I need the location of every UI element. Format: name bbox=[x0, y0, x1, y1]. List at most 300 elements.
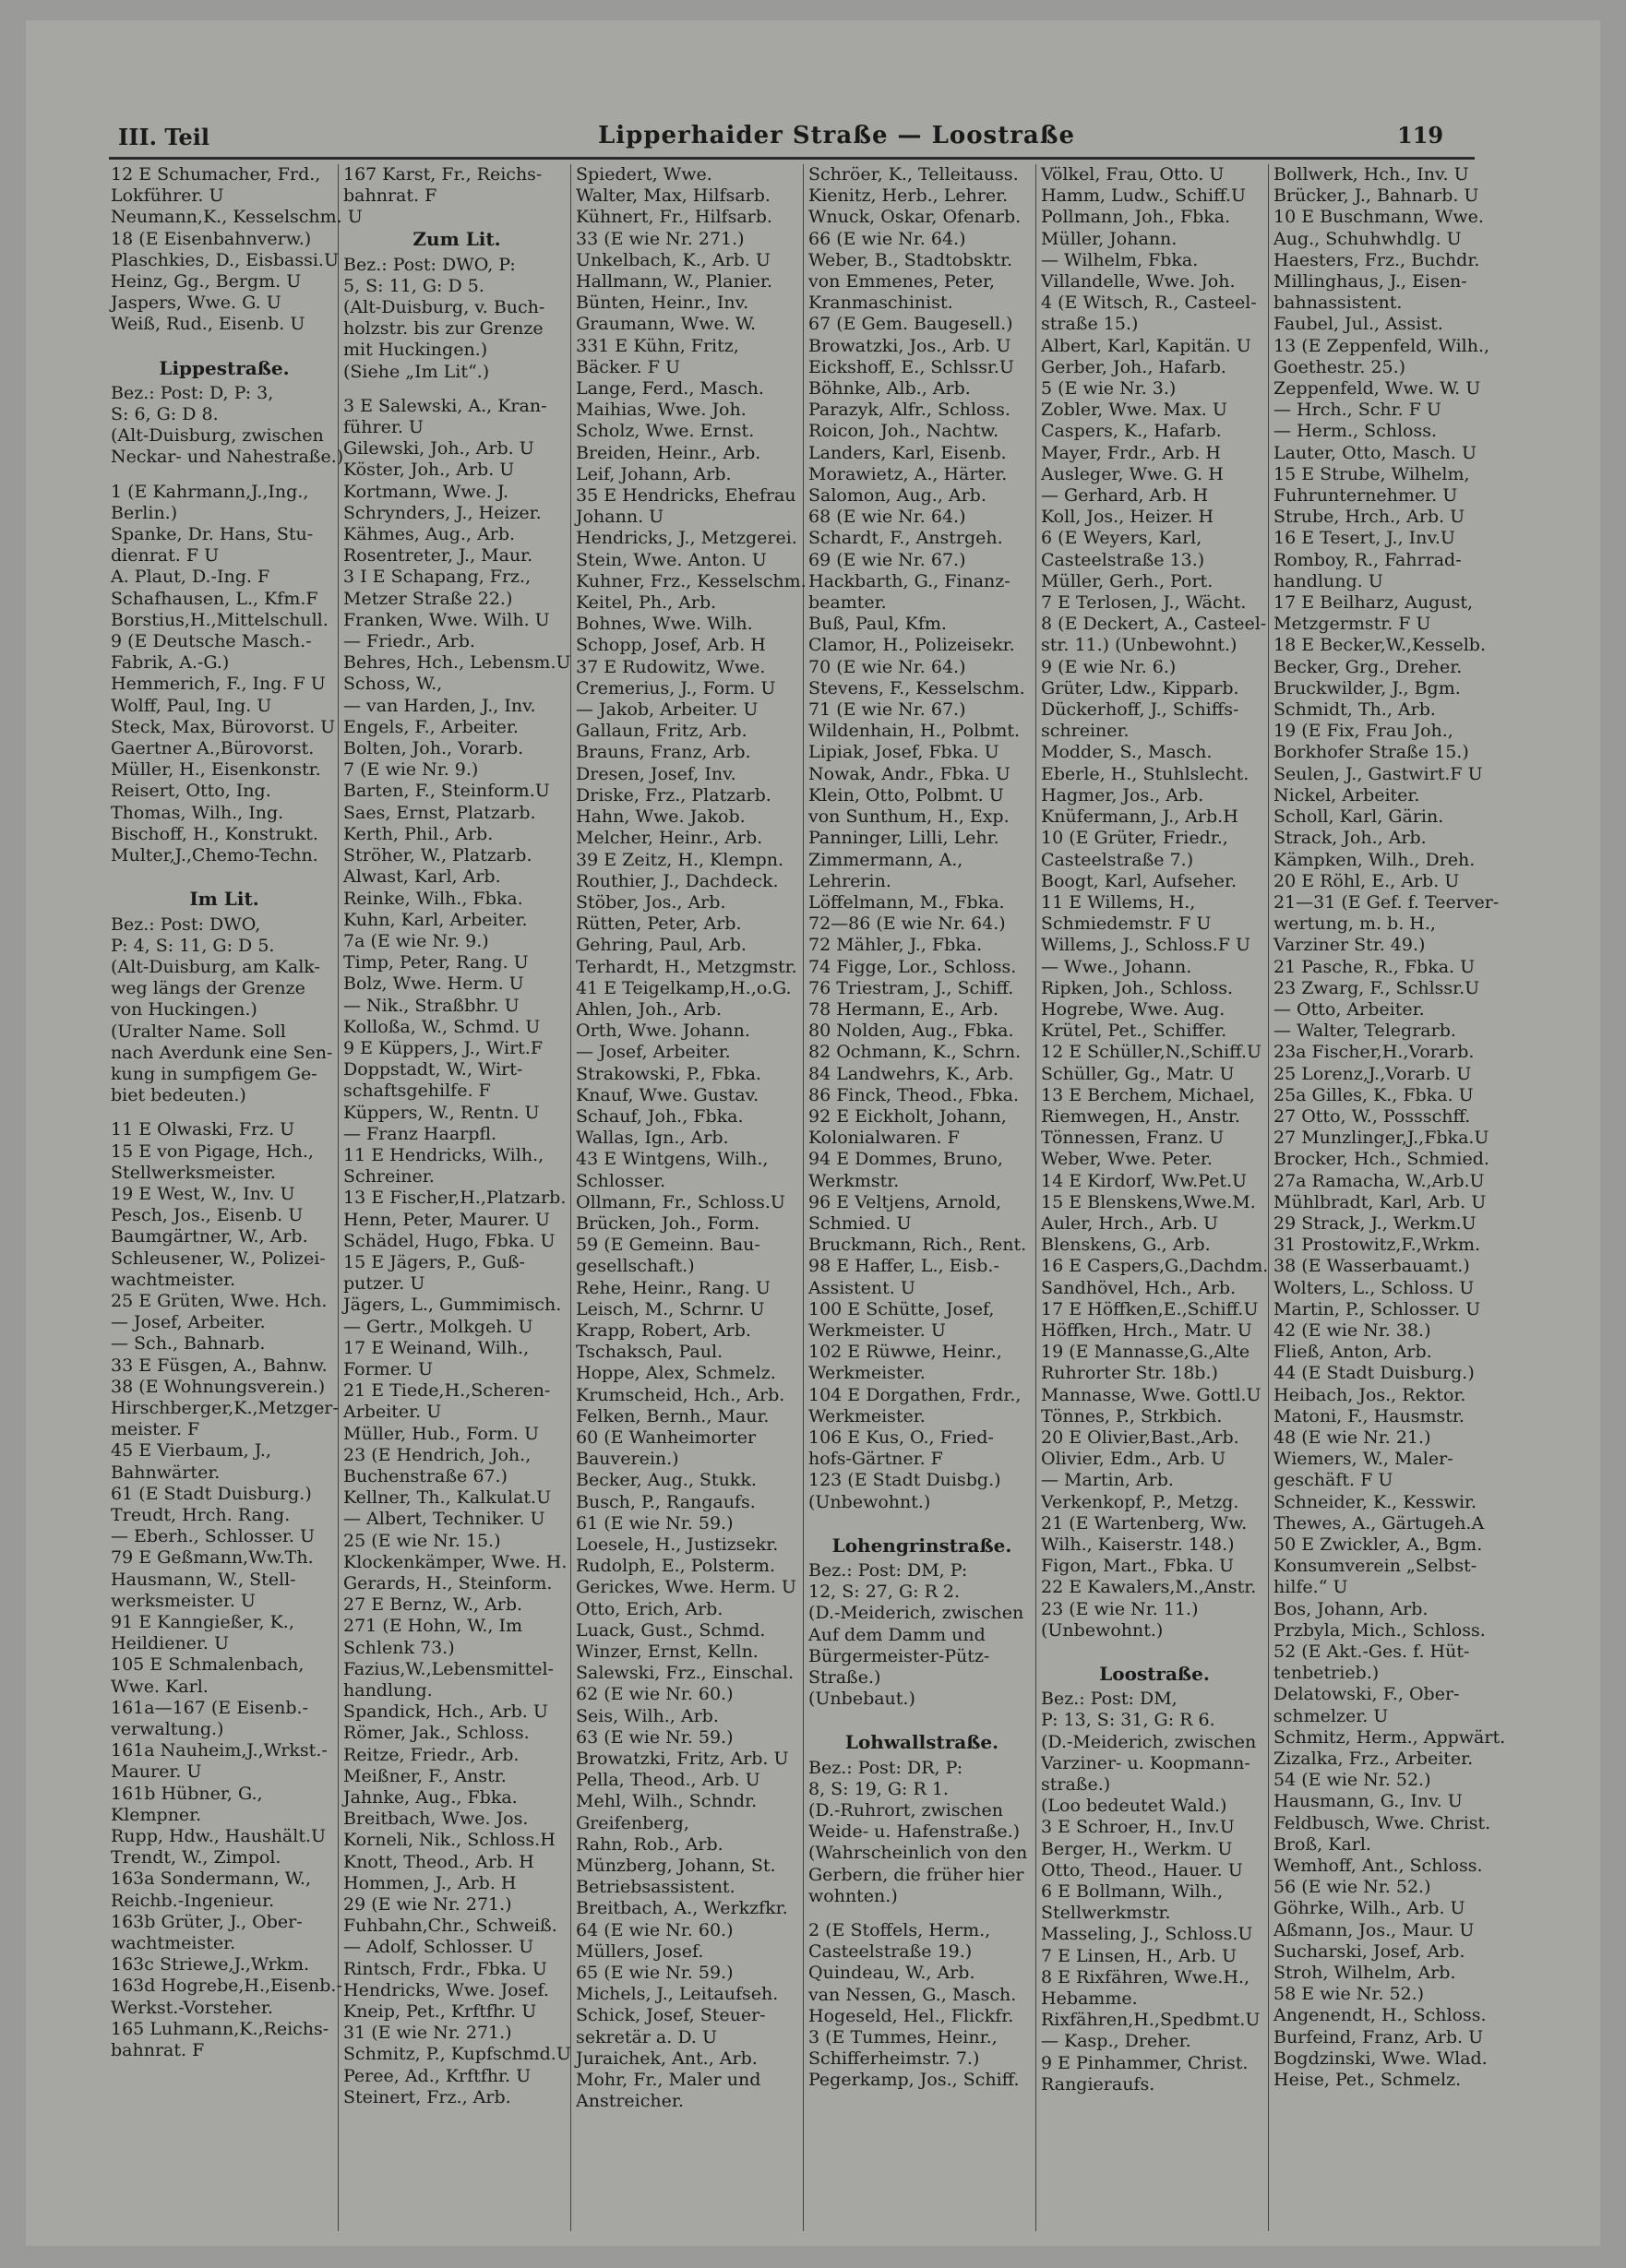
directory-entry-line: Dückerhoff, J., Schiffs- bbox=[1041, 699, 1239, 721]
directory-entry-line: 17 E Beilharz, August, bbox=[1273, 592, 1474, 614]
directory-entry-line: Hogrebe, Wwe. Aug. bbox=[1041, 998, 1225, 1020]
directory-entry-line: 33 (E wie Nr. 271.) bbox=[576, 228, 745, 249]
directory-entry-line: 8 (E Deckert, A., Casteel- bbox=[1041, 614, 1267, 635]
directory-entry-line: Busch, P., Rangaufs. bbox=[576, 1491, 756, 1512]
directory-entry-line: Millinghaus, J., Eisen- bbox=[1273, 271, 1467, 292]
directory-entry-line: Willems, J., Schloss.F U bbox=[1041, 935, 1250, 956]
directory-entry-line: Plaschkies, D., Eisbassi.U bbox=[111, 249, 339, 270]
directory-entry-line: Krumscheid, Hch., Arb. bbox=[576, 1384, 785, 1405]
directory-entry-line: 70 (E wie Nr. 64.) bbox=[808, 656, 966, 677]
directory-entry-line: 56 (E wie Nr. 52.) bbox=[1273, 1877, 1431, 1898]
directory-entry-line: 5, S: 11, G: D 5. bbox=[343, 275, 484, 296]
directory-entry-line: Angenendt, H., Schloss. bbox=[1273, 2005, 1487, 2026]
directory-entry-line: Schmitz, Herm., Appwärt. bbox=[1273, 1726, 1506, 1748]
directory-entry-line: 31 Prostowitz,F.,Wrkm. bbox=[1273, 1235, 1481, 1256]
directory-entry-line: — Adolf, Schlosser. U bbox=[343, 1937, 534, 1958]
directory-entry-line: Becker, Aug., Stukk. bbox=[576, 1470, 757, 1491]
directory-entry-line: Rosentreter, J., Maur. bbox=[343, 545, 533, 567]
directory-entry-line: Bez.: Post: DR, P: bbox=[808, 1757, 963, 1778]
directory-entry-line: Gallaun, Fritz, Arb. bbox=[576, 721, 747, 742]
directory-entry-line: 29 (E wie Nr. 271.) bbox=[343, 1894, 512, 1916]
directory-entry-line: Villandelle, Wwe. Joh. bbox=[1041, 271, 1236, 292]
directory-entry-line: Terhardt, H., Metzgmstr. bbox=[576, 956, 797, 977]
directory-entry-line: Timp, Peter, Rang. U bbox=[343, 952, 529, 973]
directory-entry-line: Morawietz, A., Härter. bbox=[808, 463, 1008, 484]
directory-entry-line: 69 (E wie Nr. 67.) bbox=[808, 549, 966, 570]
directory-entry-line: 96 E Veltjens, Arnold, bbox=[808, 1191, 1002, 1212]
directory-entry-line: Reinke, Wilh., Fbka. bbox=[343, 888, 523, 909]
street-range-title: Lipperhaider Straße — Loostraße bbox=[598, 122, 1076, 149]
directory-entry-line: 92 E Eickholt, Johann, bbox=[808, 1105, 1007, 1127]
column-3 bbox=[572, 164, 807, 2231]
directory-entry-line: 17 E Weinand, Wilh., bbox=[343, 1337, 530, 1358]
directory-entry-line: Reisert, Otto, Ing. bbox=[111, 781, 271, 802]
directory-entry-line: — Walter, Telegrarb. bbox=[1273, 1021, 1456, 1042]
directory-entry-line: 11 E Hendricks, Wilh., bbox=[343, 1144, 544, 1165]
directory-entry-line: 105 E Schmalenbach, bbox=[111, 1654, 305, 1676]
directory-entry-line: 106 E Kus, O., Fried- bbox=[808, 1426, 994, 1448]
page-header bbox=[26, 20, 1600, 168]
directory-entry-line: Schauf, Joh., Fbka. bbox=[576, 1105, 744, 1127]
directory-entry-line: 15 E Blenskens,Wwe.M. bbox=[1041, 1191, 1256, 1212]
directory-entry-line: Küppers, W., Rentn. U bbox=[343, 1102, 540, 1123]
directory-entry-line: (Unbewohnt.) bbox=[1041, 1619, 1164, 1641]
directory-entry-line: 76 Triestram, J., Schiff. bbox=[808, 977, 1014, 998]
directory-entry-line: Borkhofer Straße 15.) bbox=[1273, 742, 1469, 763]
directory-entry-line: Neumann,K., Kesselschm. U bbox=[111, 207, 363, 228]
directory-entry-line: Stöber, Jos., Arb. bbox=[576, 891, 726, 913]
directory-entry-line: Strack, Joh., Arb. bbox=[1273, 828, 1427, 849]
directory-entry-line: werksmeister. U bbox=[111, 1590, 256, 1611]
directory-entry-line: Greifenberg, bbox=[576, 1812, 689, 1833]
directory-entry-line: bahnassistent. bbox=[1273, 292, 1403, 314]
directory-entry-line: Salomon, Aug., Arb. bbox=[808, 485, 986, 507]
directory-page bbox=[26, 20, 1600, 2246]
directory-entry-line: holzstr. bis zur Grenze bbox=[343, 318, 544, 340]
directory-entry-line: Hogeseld, Hel., Flickfr. bbox=[808, 2005, 1014, 2026]
directory-entry-line: 58 E wie Nr. 52.) bbox=[1273, 1984, 1425, 2005]
directory-entry-line: Wolters, L., Schloss. U bbox=[1273, 1277, 1475, 1298]
directory-entry-line: Metzer Straße 22.) bbox=[343, 588, 513, 609]
directory-entry-line: Hackbarth, G., Finanz- bbox=[808, 570, 1010, 591]
directory-entry-line: Hendricks, J., Metzgerei. bbox=[576, 528, 797, 549]
directory-entry-line: Graumann, Wwe. W. bbox=[576, 314, 757, 335]
spacer bbox=[805, 1907, 1035, 1920]
spacer bbox=[1037, 1641, 1268, 1654]
directory-entry-line: Brauns, Franz, Arb. bbox=[576, 742, 751, 763]
directory-entry-line: gesellschaft.) bbox=[576, 1256, 695, 1277]
directory-entry-line: Wallas, Ign., Arb. bbox=[576, 1128, 729, 1149]
directory-entry-line: Auf dem Damm und bbox=[808, 1624, 986, 1645]
directory-entry-line: Faubel, Jul., Assist. bbox=[1273, 314, 1443, 335]
directory-entry-line: Bez.: Post: DM, P: bbox=[808, 1560, 968, 1581]
directory-entry-line: 25a Gilles, K., Fbka. U bbox=[1273, 1084, 1474, 1105]
directory-entry-line: Kolloßa, W., Schmd. U bbox=[343, 1016, 541, 1037]
directory-entry-line: 12 E Schumacher, Frd., bbox=[111, 164, 321, 185]
directory-entry-line: Hallmann, W., Planier. bbox=[576, 271, 773, 292]
directory-entry-line: 23 Zwarg, F., Schlssr.U bbox=[1273, 977, 1480, 998]
directory-entry-line: Driske, Frz., Platzarb. bbox=[576, 784, 771, 806]
directory-entry-line: Seulen, J., Gastwirt.F U bbox=[1273, 763, 1483, 784]
directory-entry-line: 161a Nauheim,J.,Wrkst.- bbox=[111, 1740, 328, 1761]
directory-entry-line: 3 E Salewski, A., Kran- bbox=[343, 395, 547, 416]
directory-entry-line: Hausmann, W., Stell- bbox=[111, 1569, 296, 1590]
directory-entry-line: 35 E Hendricks, Ehefrau bbox=[576, 485, 796, 507]
directory-entry-line: führer. U bbox=[343, 417, 424, 438]
directory-entry-line: Knauf, Wwe. Gustav. bbox=[576, 1084, 759, 1105]
directory-entry-line: Wemhoff, Ant., Schloss. bbox=[1273, 1856, 1483, 1877]
directory-entry-line: Mayer, Frdr., Arb. H bbox=[1041, 442, 1221, 463]
directory-entry-line: 71 (E wie Nr. 67.) bbox=[808, 699, 966, 721]
directory-entry-line: Delatowski, F., Ober- bbox=[1273, 1684, 1460, 1705]
directory-entry-line: Konsumverein „Selbst- bbox=[1273, 1556, 1477, 1577]
directory-entry-line: Rudolph, E., Polsterm. bbox=[576, 1556, 775, 1577]
directory-entry-line: Gehring, Paul, Arb. bbox=[576, 935, 747, 956]
directory-entry-line: dienrat. F U bbox=[111, 545, 220, 567]
directory-entry-line: schreiner. bbox=[1041, 721, 1130, 742]
directory-entry-line: 72—86 (E wie Nr. 64.) bbox=[808, 913, 1006, 935]
directory-entry-line: Schmidt, Th., Arb. bbox=[1273, 699, 1436, 721]
directory-entry-line: Goethestr. 25.) bbox=[1273, 356, 1406, 377]
directory-entry-line: 37 E Rudowitz, Wwe. bbox=[576, 656, 766, 677]
directory-entry-line: Otto, Erich, Arb. bbox=[576, 1598, 723, 1619]
directory-entry-line: Treudt, Hrch. Rang. bbox=[111, 1504, 291, 1525]
directory-entry-line: Kortmann, Wwe. J. bbox=[343, 481, 509, 502]
directory-entry-line: Böhnke, Alb., Arb. bbox=[808, 378, 971, 400]
directory-entry-line: (Uralter Name. Soll bbox=[111, 1021, 286, 1042]
directory-entry-line: Strube, Hrch., Arb. U bbox=[1273, 507, 1465, 528]
directory-entry-line: hilfe.“ U bbox=[1273, 1577, 1348, 1598]
directory-entry-line: Schifferheimstr. 7.) bbox=[808, 2048, 980, 2070]
directory-entry-line: 11 E Willems, H., bbox=[1041, 891, 1196, 913]
directory-entry-line: 13 (E Zeppenfeld, Wilh., bbox=[1273, 335, 1490, 356]
directory-entry-line: (Siehe „Im Lit“.) bbox=[343, 361, 490, 382]
directory-entry-line: 44 (E Stadt Duisburg.) bbox=[1273, 1363, 1475, 1384]
directory-entry-line: Fuhbahn,Chr., Schweiß. bbox=[343, 1916, 557, 1937]
directory-entry-line: (D.-Meiderich, zwischen bbox=[1041, 1731, 1257, 1752]
directory-entry-line: Maihias, Wwe. Joh. bbox=[576, 400, 747, 421]
directory-entry-line: 63 (E wie Nr. 59.) bbox=[576, 1726, 734, 1748]
directory-entry-line: Schädel, Hugo, Fbka. U bbox=[343, 1230, 556, 1251]
directory-entry-line: Schafhausen, L., Kfm.F bbox=[111, 588, 318, 609]
directory-entry-line: Anstreicher. bbox=[576, 2091, 684, 2112]
directory-entry-line: Thomas, Wilh., Ing. bbox=[111, 802, 284, 823]
directory-entry-line: von Huckingen.) bbox=[111, 999, 257, 1021]
directory-entry-line: putzer. U bbox=[343, 1273, 425, 1295]
directory-entry-line: 94 E Dommes, Bruno, bbox=[808, 1149, 1003, 1170]
directory-entry-line: Bruckmann, Rich., Rent. bbox=[808, 1235, 1027, 1256]
directory-entry-line: — Hrch., Schr. F U bbox=[1273, 400, 1441, 421]
directory-entry-line: Lehrerin. bbox=[808, 870, 891, 891]
directory-entry-line: Steck, Max, Bürovorst. U bbox=[111, 716, 336, 737]
directory-entry-line: (Alt-Duisburg, am Kalk- bbox=[111, 956, 320, 977]
directory-entry-line: — Albert, Techniker. U bbox=[343, 1509, 545, 1530]
directory-entry-line: 21 (E Wartenberg, Ww. bbox=[1041, 1512, 1248, 1534]
directory-entry-line: 20 E Olivier,Bast.,Arb. bbox=[1041, 1426, 1239, 1448]
directory-entry-line: 331 E Kühn, Fritz, bbox=[576, 335, 739, 356]
directory-entry-line: Hemmerich, F., Ing. F U bbox=[111, 674, 326, 695]
directory-entry-line: Neckar- und Nahestraße.) bbox=[111, 447, 344, 468]
part-label: III. Teil bbox=[118, 124, 209, 150]
directory-entry-line: Jägers, L., Gummimisch. bbox=[343, 1295, 562, 1316]
directory-entry-line: 48 (E wie Nr. 21.) bbox=[1273, 1426, 1431, 1448]
directory-entry-line: Varziner Str. 49.) bbox=[1273, 935, 1426, 956]
directory-entry-line: Landers, Karl, Eisenb. bbox=[808, 442, 1007, 463]
directory-entry-line: 1 (E Kahrmann,J.,Ing., bbox=[111, 481, 309, 502]
directory-entry-line: Krapp, Robert, Arb. bbox=[576, 1319, 751, 1341]
directory-entry-line: Wnuck, Oskar, Ofenarb. bbox=[808, 207, 1022, 228]
directory-entry-line: Schmied. U bbox=[808, 1212, 912, 1234]
directory-entry-line: schmelzer. U bbox=[1273, 1705, 1389, 1726]
directory-entry-line: Ruhrorter Str. 18b.) bbox=[1041, 1363, 1218, 1384]
directory-entry-line: Münzberg, Johann, St. bbox=[576, 1856, 776, 1877]
directory-entry-line: Bischoff, H., Konstrukt. bbox=[111, 823, 318, 844]
directory-entry-line: Weiß, Rud., Eisenb. U bbox=[111, 314, 305, 335]
directory-entry-line: Otto, Theod., Hauer. U bbox=[1041, 1859, 1243, 1880]
directory-entry-line: Eberle, H., Stuhlslecht. bbox=[1041, 763, 1249, 784]
header-rule bbox=[109, 157, 1475, 160]
directory-entry-line: Tönnes, P., Strkbich. bbox=[1041, 1405, 1223, 1426]
directory-entry-line: 15 E von Pigage, Hch., bbox=[111, 1140, 314, 1162]
directory-entry-line: Hendricks, Wwe. Josef. bbox=[343, 1979, 549, 2000]
directory-entry-line: Kuhner, Frz., Kesselschm. bbox=[576, 570, 807, 591]
directory-entry-line: Schlosser. bbox=[576, 1170, 666, 1191]
directory-entry-line: Fuhrunternehmer. U bbox=[1273, 485, 1458, 507]
directory-entry-line: Schüller, Gg., Matr. U bbox=[1041, 1063, 1235, 1084]
directory-entry-line: Albert, Karl, Kapitän. U bbox=[1041, 335, 1251, 356]
directory-entry-line: 18 E Becker,W.,Kesselb. bbox=[1273, 635, 1487, 656]
directory-entry-line: Kuhn, Karl, Arbeiter. bbox=[343, 909, 528, 930]
directory-entry-line: (Unbewohnt.) bbox=[808, 1491, 931, 1512]
directory-entry-line: straße.) bbox=[1041, 1774, 1111, 1796]
directory-entry-line: Bos, Johann, Arb. bbox=[1273, 1598, 1429, 1619]
directory-entry-line: schaftsgehilfe. F bbox=[343, 1080, 491, 1102]
directory-entry-line: Schick, Josef, Steuer- bbox=[576, 2005, 766, 2026]
directory-entry-line: 27 Munzlinger,J.,Fbka.U bbox=[1273, 1128, 1489, 1149]
directory-entry-line: — Gerhard, Arb. H bbox=[1041, 485, 1209, 507]
directory-entry-line: Schoss, W., bbox=[343, 674, 443, 695]
directory-entry-line: Trendt, W., Zimpol. bbox=[111, 1847, 281, 1868]
directory-entry-line: mit Huckingen.) bbox=[343, 340, 488, 361]
directory-entry-line: Feldbusch, Wwe. Christ. bbox=[1273, 1812, 1491, 1833]
directory-entry-line: 21 E Tiede,H.,Scheren- bbox=[343, 1380, 551, 1402]
column-1 bbox=[107, 164, 363, 2231]
directory-entry-line: Müller, H., Eisenkonstr. bbox=[111, 759, 321, 781]
directory-entry-line: wachtmeister. bbox=[111, 1933, 236, 1954]
directory-entry-line: 7 E Linsen, H., Arb. U bbox=[1041, 1945, 1237, 1966]
directory-entry-line: 54 (E wie Nr. 52.) bbox=[1273, 1770, 1431, 1791]
directory-entry-line: 43 E Wintgens, Wilh., bbox=[576, 1149, 769, 1170]
directory-entry-line: Schreiner. bbox=[343, 1166, 435, 1188]
directory-entry-line: 4 (E Witsch, R., Casteel- bbox=[1041, 292, 1257, 314]
directory-entry-line: Stellwerksmeister. bbox=[111, 1162, 276, 1183]
directory-entry-line: Parazyk, Alfr., Schloss. bbox=[808, 400, 1010, 421]
directory-entry-line: (D.-Meiderich, zwischen bbox=[808, 1603, 1024, 1624]
directory-entry-line: 21 Pasche, R., Fbka. U bbox=[1273, 956, 1476, 977]
directory-entry-line: Riemwegen, H., Anstr. bbox=[1041, 1105, 1240, 1127]
directory-entry-line: — Jakob, Arbeiter. U bbox=[576, 699, 759, 721]
directory-entry-line: Luack, Gust., Schmd. bbox=[576, 1619, 766, 1641]
directory-entry-line: 9 E Pinhammer, Christ. bbox=[1041, 2052, 1249, 2073]
directory-entry-line: Bäcker. F U bbox=[576, 356, 680, 377]
directory-entry-line: Brücken, Joh., Form. bbox=[576, 1212, 760, 1234]
page-number: 119 bbox=[1397, 122, 1444, 149]
directory-entry-line: Pella, Theod., Arb. U bbox=[576, 1770, 760, 1791]
directory-entry-line: Weber, Wwe. Peter. bbox=[1041, 1149, 1213, 1170]
directory-entry-line: Straße.) bbox=[808, 1667, 881, 1689]
directory-entry-line: Bauverein.) bbox=[576, 1449, 679, 1470]
directory-entry-line: Krütel, Pet., Schiffer. bbox=[1041, 1021, 1227, 1042]
directory-entry-line: 19 E West, W., Inv. U bbox=[111, 1183, 295, 1204]
directory-entry-line: Browatzki, Jos., Arb. U bbox=[808, 335, 1011, 356]
directory-entry-line: (Unbebaut.) bbox=[808, 1689, 915, 1710]
directory-entry-line: Schleusener, W., Polizei- bbox=[111, 1247, 326, 1269]
directory-entry-line: 91 E Kanngießer, K., bbox=[111, 1612, 294, 1632]
directory-entry-line: Bruckwilder, J., Bgm. bbox=[1273, 677, 1461, 698]
directory-entry-line: 61 (E Stadt Duisburg.) bbox=[111, 1483, 312, 1504]
directory-entry-line: Burfeind, Franz, Arb. U bbox=[1273, 2026, 1484, 2047]
directory-entry-line: Hommen, J., Arb. H bbox=[343, 1872, 517, 1893]
directory-entry-line: Werkmeister. bbox=[808, 1405, 926, 1426]
directory-entry-line: Spandick, Hch., Arb. U bbox=[343, 1701, 548, 1723]
directory-entry-line: 39 E Zeitz, H., Klempn. bbox=[576, 849, 784, 870]
column-4 bbox=[805, 164, 1036, 2231]
directory-entry-line: Casteelstraße 13.) bbox=[1041, 549, 1205, 570]
directory-entry-line: 25 Lorenz,J.,Vorarb. U bbox=[1273, 1063, 1472, 1084]
directory-entry-line: 161b Hübner, G., bbox=[111, 1783, 263, 1804]
directory-entry-line: Zizalka, Frz., Arbeiter. bbox=[1273, 1749, 1474, 1770]
directory-entry-line: Hamm, Ludw., Schiff.U bbox=[1041, 185, 1246, 207]
directory-entry-line: hofs-Gärtner. F bbox=[808, 1449, 943, 1470]
directory-entry-line: Thewes, A., Gärtugeh.A bbox=[1273, 1512, 1485, 1534]
directory-entry-line: Gerbern, die früher hier bbox=[808, 1864, 1024, 1885]
directory-entry-line: Kranmaschinist. bbox=[808, 292, 953, 314]
directory-entry-line: Knüfermann, J., Arb.H bbox=[1041, 806, 1238, 828]
directory-entry-line: Panninger, Lilli, Lehr. bbox=[808, 828, 999, 849]
directory-entry-line: Seis, Wilh., Arb. bbox=[576, 1705, 719, 1726]
spacer bbox=[340, 207, 570, 220]
directory-entry-line: 15 E Jägers, P., Guß- bbox=[343, 1251, 525, 1272]
spacer bbox=[107, 1106, 338, 1119]
directory-entry-line: Kolonialwaren. F bbox=[808, 1128, 960, 1149]
directory-entry-line: Werkst.-Vorsteher. bbox=[111, 1997, 273, 2018]
directory-entry-line: Stroh, Wilhelm, Arb. bbox=[1273, 1963, 1456, 1984]
directory-entry-line: Bollwerk, Hch., Inv. U bbox=[1273, 164, 1469, 185]
directory-entry-line: Heinz, Gg., Bergm. U bbox=[111, 271, 302, 292]
directory-entry-line: Bünten, Heinr., Inv. bbox=[576, 292, 749, 314]
directory-entry-line: 65 (E wie Nr. 59.) bbox=[576, 1963, 734, 1984]
directory-entry-line: Breitbach, Wwe. Jos. bbox=[343, 1808, 529, 1830]
directory-entry-line: 10 (E Grüter, Friedr., bbox=[1041, 828, 1228, 849]
directory-entry-line: 13 E Fischer,H.,Platzarb. bbox=[343, 1188, 567, 1209]
street-heading: Lohengrinstraße. bbox=[831, 1534, 1012, 1557]
directory-entry-line: Bolz, Wwe. Herm. U bbox=[343, 973, 524, 995]
directory-entry-line: — Otto, Arbeiter. bbox=[1273, 998, 1425, 1020]
directory-entry-line: Sandhövel, Hch., Arb. bbox=[1041, 1277, 1237, 1298]
directory-entry-line: Pesch, Jos., Eisenb. U bbox=[111, 1205, 304, 1226]
directory-entry-line: 19 (E Mannasse,G.,Alte bbox=[1041, 1342, 1250, 1363]
directory-entry-line: Zimmermann, A., bbox=[808, 849, 963, 870]
directory-entry-line: Behres, Hch., Lebensm.U bbox=[343, 652, 571, 674]
directory-entry-line: Haesters, Frz., Buchdr. bbox=[1273, 249, 1480, 270]
directory-entry-line: Lipiak, Josef, Fbka. U bbox=[808, 742, 999, 763]
directory-entry-line: Kneip, Pet., Krftfhr. U bbox=[343, 2001, 537, 2023]
directory-entry-line: Michels, J., Leitaufseh. bbox=[576, 1984, 779, 2005]
directory-entry-line: Kienitz, Herb., Lehrer. bbox=[808, 185, 1009, 207]
directory-entry-line: Brocker, Hch., Schmied. bbox=[1273, 1149, 1489, 1170]
directory-entry-line: Wolff, Paul, Ing. U bbox=[111, 695, 272, 716]
directory-entry-line: Kühnert, Fr., Hilfsarb. bbox=[576, 207, 772, 228]
directory-entry-line: wertung, m. b. H., bbox=[1273, 913, 1436, 935]
directory-entry-line: P: 13, S: 31, G: R 6. bbox=[1041, 1710, 1215, 1731]
directory-entry-line: Walter, Max, Hilfsarb. bbox=[576, 185, 771, 207]
directory-entry-line: Spiedert, Wwe. bbox=[576, 164, 712, 185]
directory-entry-line: 6 (E Weyers, Karl, bbox=[1041, 528, 1202, 549]
directory-entry-line: Becker, Grg., Dreher. bbox=[1273, 656, 1463, 677]
directory-entry-line: sekretär a. D. U bbox=[576, 2026, 717, 2047]
directory-entry-line: Leisch, M., Schrnr. U bbox=[576, 1298, 765, 1319]
directory-entry-line: 33 E Füsgen, A., Bahnw. bbox=[111, 1355, 328, 1376]
directory-entry-line: Zeppenfeld, Wwe. W. U bbox=[1273, 378, 1481, 400]
directory-entry-line: (Alt-Duisburg, v. Buch- bbox=[343, 297, 545, 318]
directory-entry-line: — Franz Haarpfl. bbox=[343, 1123, 497, 1144]
directory-entry-line: Wilh., Kaiserstr. 148.) bbox=[1041, 1534, 1235, 1555]
directory-entry-line: Müllers, Josef. bbox=[576, 1940, 704, 1962]
directory-entry-line: Auler, Hrch., Arb. U bbox=[1041, 1212, 1219, 1234]
directory-entry-line: 13 E Berchem, Michael, bbox=[1041, 1084, 1255, 1105]
directory-entry-line: Buchenstraße 67.) bbox=[343, 1465, 508, 1486]
directory-entry-line: Sucharski, Josef, Arb. bbox=[1273, 1940, 1465, 1962]
directory-entry-line: 27a Ramacha, W.,Arb.U bbox=[1273, 1170, 1485, 1191]
directory-entry-line: 8, S: 19, G: R 1. bbox=[808, 1778, 949, 1799]
directory-entry-line: Quindeau, W., Arb. bbox=[808, 1963, 975, 1984]
column-6 bbox=[1270, 164, 1506, 2231]
directory-entry-line: geschäft. F U bbox=[1273, 1470, 1393, 1491]
directory-entry-line: Heise, Pet., Schmelz. bbox=[1273, 2070, 1462, 2091]
directory-entry-line: 59 (E Gemeinn. Bau- bbox=[576, 1235, 760, 1256]
directory-entry-line: 60 (E Wanheimorter bbox=[576, 1426, 757, 1448]
directory-entry-line: Heildiener. U bbox=[111, 1633, 230, 1654]
directory-entry-line: 7 (E wie Nr. 9.) bbox=[343, 759, 479, 781]
directory-entry-line: Hebamme. bbox=[1041, 1988, 1138, 2010]
directory-entry-line: — Nik., Straßbhr. U bbox=[343, 995, 520, 1016]
directory-entry-line: tenbetrieb.) bbox=[1273, 1663, 1380, 1684]
directory-entry-line: Stein, Wwe. Anton. U bbox=[576, 549, 767, 570]
directory-entry-line: — Josef, Arbeiter. bbox=[111, 1312, 266, 1333]
directory-entry-line: Bürgermeister-Pütz- bbox=[808, 1645, 990, 1666]
directory-entry-line: Masseling, J., Schloss.U bbox=[1041, 1924, 1253, 1945]
directory-entry-line: bahnrat. F bbox=[343, 185, 437, 207]
directory-entry-line: Knott, Theod., Arb. H bbox=[343, 1851, 534, 1872]
directory-entry-line: 16 E Tesert, J., Inv.U bbox=[1273, 528, 1455, 549]
directory-entry-line: Schrynders, J., Heizer. bbox=[343, 502, 542, 523]
directory-entry-line: Rixfähren,H.,Spedbmt.U bbox=[1041, 2010, 1261, 2031]
directory-entry-line: Kellner, Th., Kalkulat.U bbox=[343, 1487, 552, 1509]
directory-entry-line: beamter. bbox=[808, 592, 887, 614]
directory-entry-line: 23 (E wie Nr. 11.) bbox=[1041, 1598, 1199, 1619]
directory-entry-line: Schardt, F., Anstrgeh. bbox=[808, 528, 1003, 549]
directory-entry-line: Verkenkopf, P., Metzg. bbox=[1041, 1491, 1239, 1512]
directory-entry-line: Orth, Wwe. Johann. bbox=[576, 1021, 750, 1042]
directory-entry-line: Saes, Ernst, Platzarb. bbox=[343, 802, 536, 823]
directory-entry-line: 21—31 (E Gef. f. Teerver- bbox=[1273, 891, 1500, 913]
directory-entry-line: Bez.: Post: DWO, P: bbox=[343, 254, 516, 275]
directory-entry-line: Spanke, Dr. Hans, Stu- bbox=[111, 524, 314, 545]
directory-entry-line: Varziner- u. Koopmann- bbox=[1041, 1752, 1250, 1773]
directory-entry-line: Barten, F., Steinform.U bbox=[343, 781, 550, 802]
directory-entry-line: 84 Landwehrs, K., Arb. bbox=[808, 1063, 1014, 1084]
directory-entry-line: Olivier, Edm., Arb. U bbox=[1041, 1449, 1226, 1470]
